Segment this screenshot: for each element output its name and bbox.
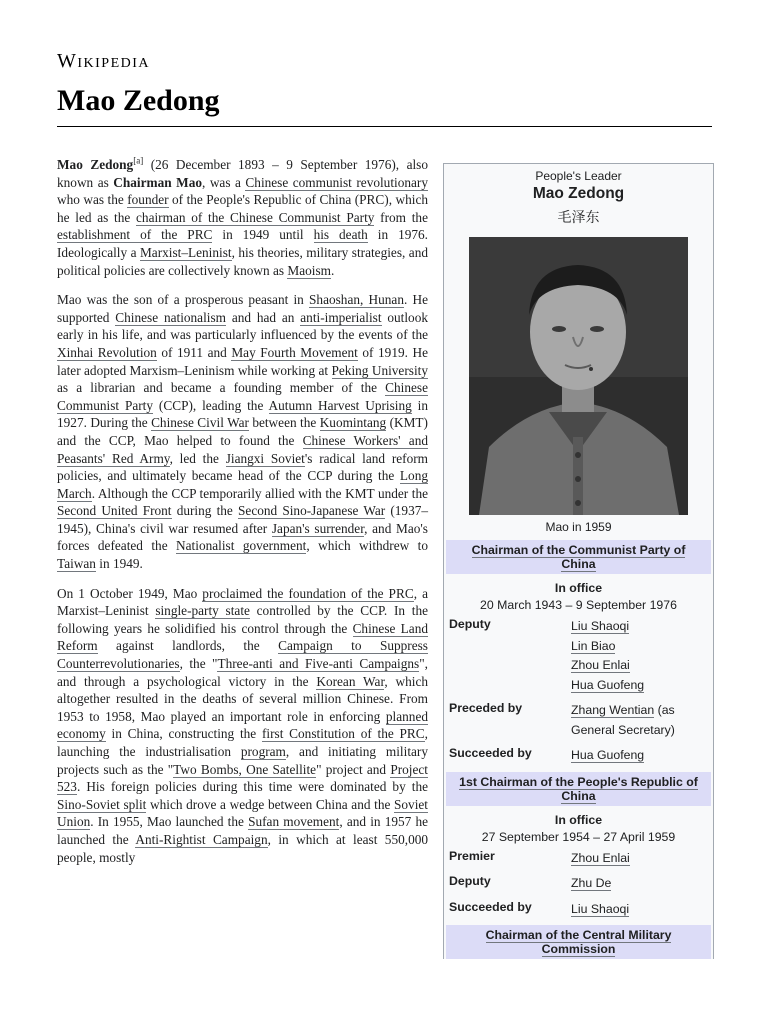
- article-text: , was a: [202, 174, 246, 190]
- article-link[interactable]: Korean War: [316, 673, 385, 689]
- succeeded-value: [571, 746, 713, 766]
- article-text: , and Mao's forces defeated the: [57, 520, 428, 554]
- article-link[interactable]: May Fourth Movement: [231, 344, 358, 360]
- article-text: .: [331, 262, 335, 278]
- article-link[interactable]: Second Sino-Japanese War: [238, 503, 386, 519]
- article-text: " project and: [316, 761, 391, 777]
- lead-paragraph-2: [57, 291, 428, 573]
- article-text: ", and through a psychological victory in the: [57, 656, 428, 689]
- article-link[interactable]: Chinese Communist Party: [57, 380, 428, 413]
- article-link[interactable]: Chinese nationalism: [115, 309, 226, 325]
- article-link[interactable]: Peking University: [331, 362, 428, 378]
- article-link[interactable]: Jiangxi Soviet: [225, 450, 305, 466]
- article-text: who was the: [57, 192, 128, 208]
- article-text: Mao was the son of a prosperous peasant in: [57, 292, 310, 308]
- article-link[interactable]: Chinese Workers' and Peasants' Red Army: [57, 432, 428, 466]
- office-header-party-chairman[interactable]: [446, 540, 711, 574]
- office-link[interactable]: Chairman of the Communist Party of China: [471, 543, 686, 571]
- article-text: which drove a wedge between China and the: [146, 796, 395, 812]
- article-text: , and in 1957 he launched the: [57, 814, 428, 847]
- wikipedia-logo[interactable]: Wikipedia: [57, 50, 151, 72]
- successor-link[interactable]: Liu Shaoqi: [571, 901, 630, 916]
- article-text: . Although the CCP temporarily allied with the KMT under the: [91, 485, 428, 501]
- article-text: , his theories, military strategies, and political policies are collectively known as: [57, 244, 428, 278]
- article-text: as a librarian and became a founding member of the: [57, 380, 386, 396]
- article-link[interactable]: program: [240, 744, 286, 759]
- predecessor-note: (as General Secretary): [571, 703, 675, 737]
- article-text: against landlords, the: [97, 638, 279, 654]
- in-office-label: In office: [554, 812, 603, 827]
- deputy-list: [571, 617, 713, 695]
- article-text: On 1 October 1949, Mao: [57, 585, 203, 601]
- article-link[interactable]: Anti-Rightist Campaign: [135, 831, 268, 847]
- article-link[interactable]: Taiwan: [57, 556, 96, 572]
- infobox-native-name: 毛泽东: [557, 209, 600, 225]
- succeeded-value: [571, 900, 713, 920]
- premier-value: [571, 849, 713, 869]
- office-link[interactable]: Chairman of the Central Military Commission: [485, 928, 672, 956]
- deputy-label: Deputy: [449, 617, 491, 631]
- article-text: in China, constructing the: [105, 726, 262, 742]
- deputy-link[interactable]: Zhou Enlai: [571, 658, 630, 672]
- infobox-name: Mao Zedong: [532, 185, 625, 202]
- article-link[interactable]: Project 523: [57, 761, 428, 795]
- premier-row: [444, 849, 713, 869]
- deputy-link[interactable]: Liu Shaoqi: [571, 619, 630, 633]
- article-text: , in which at least 550,000 people, mostly: [57, 831, 429, 865]
- article-link[interactable]: founder: [127, 192, 169, 208]
- succeeded-row: [444, 900, 713, 920]
- article-link[interactable]: Japan's surrender: [271, 520, 365, 536]
- predecessor-link[interactable]: Zhang Wentian: [571, 703, 655, 717]
- portrait-photo[interactable]: [469, 237, 688, 515]
- article-text: (CCP), leading the: [153, 397, 269, 413]
- article-link[interactable]: proclaimed the foundation of the PRC: [202, 585, 414, 601]
- infobox-role: People's Leader: [535, 169, 622, 183]
- article-link[interactable]: Chinese communist revolutionary: [245, 174, 428, 190]
- article-text: , which altogether resulted in the deaths of several million Chinese. From 1953 to 1958, Mao played an important role in enforcing: [57, 673, 428, 724]
- article-link[interactable]: single-party state: [155, 603, 250, 619]
- article-link[interactable]: Kuomintang: [319, 415, 387, 431]
- article-text: . In 1955, Mao launched the: [90, 814, 249, 830]
- article-link[interactable]: anti-imperialist: [300, 309, 382, 325]
- deputy-row: [444, 874, 713, 894]
- article-text: of 1911 and: [156, 344, 232, 360]
- article-link[interactable]: Soviet Union: [57, 796, 428, 830]
- article-link[interactable]: Xinhai Revolution: [57, 344, 157, 360]
- article-text: between the: [248, 415, 320, 431]
- deputy-link[interactable]: Lin Biao: [571, 638, 616, 653]
- article-link[interactable]: Long March: [57, 468, 428, 501]
- article-link[interactable]: Chinese Civil War: [151, 415, 249, 431]
- office-header-prc-chairman[interactable]: [446, 772, 711, 806]
- article-text: , and initiating military projects such as the ": [57, 744, 428, 777]
- deputy-label: Deputy: [449, 874, 491, 888]
- preceded-value: [571, 701, 713, 740]
- article-link[interactable]: his death: [313, 227, 368, 243]
- article-text: , which withdrew to: [306, 538, 429, 554]
- article-link[interactable]: Chinese Land Reform: [57, 620, 428, 654]
- article-text: , led the: [169, 450, 226, 466]
- infobox: [443, 163, 714, 959]
- page-title: Mao Zedong: [57, 84, 220, 117]
- article-text: . His foreign policies during this time were dominated by the: [76, 779, 428, 795]
- article-link[interactable]: Sufan movement: [248, 814, 340, 830]
- article-link[interactable]: chairman of the Chinese Communist Party: [136, 209, 375, 225]
- article-link[interactable]: Sino-Soviet split: [57, 796, 147, 812]
- article-body: [57, 156, 428, 878]
- deputy-value: [571, 874, 713, 894]
- footnote-ref[interactable]: [a]: [133, 155, 144, 166]
- article-text: , a Marxist–Leninist: [57, 585, 428, 619]
- preceded-label: Preceded by: [449, 701, 523, 715]
- article-link[interactable]: planned economy: [57, 708, 428, 742]
- office-link[interactable]: 1st Chairman of the People's Republic of China: [459, 774, 698, 803]
- article-link[interactable]: Maoism: [287, 262, 331, 278]
- deputy-row: [444, 617, 713, 695]
- article-link[interactable]: establishment of the PRC: [57, 227, 213, 243]
- article-link[interactable]: Nationalist government: [176, 538, 307, 554]
- article-text: controlled by the CCP. In the following years he solidified his control through the: [57, 603, 428, 636]
- term-dates: 27 September 1954 – 27 April 1959: [481, 829, 676, 844]
- deputy-link[interactable]: Hua Guofeng: [571, 677, 645, 692]
- article-text: 's radical land reform policies, and ultimately became head of the CCP during the: [57, 450, 428, 484]
- succeeded-row: [444, 746, 713, 766]
- premier-link[interactable]: Zhou Enlai: [571, 850, 630, 865]
- lead-paragraph-1: [57, 156, 428, 279]
- article-text: outlook early in his life, and was particularly influenced by the events of the: [57, 309, 428, 343]
- lead-paragraph-3: [57, 585, 428, 867]
- article-link[interactable]: Two Bombs, One Satellite: [173, 761, 317, 777]
- article-text: , the ": [179, 656, 218, 672]
- article-text: during the: [171, 503, 239, 519]
- premier-label: Premier: [449, 848, 495, 863]
- succeeded-label: Succeeded by: [449, 746, 532, 760]
- article-text: (1937–1945), China's civil war resumed after: [57, 503, 429, 536]
- successor-link[interactable]: Hua Guofeng: [571, 748, 645, 762]
- article-link[interactable]: Marxist–Leninist: [139, 244, 232, 260]
- deputy-link[interactable]: Zhu De: [571, 876, 612, 890]
- article-text: (26 December 1893 – 9 September 1976), also known as: [57, 157, 429, 190]
- article-text: of 1919. He later adopted Marxism–Leninism while working at: [57, 344, 428, 378]
- article-text: in 1976. Ideologically a: [57, 227, 428, 260]
- article-text: in 1949.: [95, 556, 143, 572]
- article-link[interactable]: Shaoshan, Hunan: [309, 292, 404, 308]
- article-text: of the People's Republic of China (PRC), which he led as the: [57, 192, 428, 225]
- article-text: in 1949 until: [212, 227, 314, 243]
- article-text: . He supported: [57, 292, 428, 325]
- title-divider: [57, 126, 712, 127]
- article-text: , launching the industrialisation: [57, 726, 428, 759]
- office-header-military-commission[interactable]: [446, 925, 711, 959]
- article-link[interactable]: Second United Front: [57, 503, 172, 519]
- in-office-label: In office: [554, 581, 603, 595]
- article-text: in 1927. During the: [57, 397, 428, 431]
- article-link[interactable]: Autumn Harvest Uprising: [268, 397, 412, 413]
- article-link[interactable]: Three-anti and Five-anti Campaigns: [217, 656, 420, 672]
- preceded-row: [444, 701, 713, 740]
- article-link[interactable]: Campaign to Suppress Counterrevolutionaries: [57, 638, 428, 672]
- article-text: (KMT) and the CCP, Mao helped to found the: [57, 415, 428, 448]
- photo-caption: Mao in 1959: [545, 520, 612, 534]
- article-link[interactable]: first Constitution of the PRC: [261, 726, 425, 742]
- article-text: from the: [374, 209, 428, 225]
- term-dates: 20 March 1943 – 9 September 1976: [480, 598, 677, 612]
- bold-text: Chairman Mao: [113, 174, 202, 190]
- article-text: and had an: [226, 309, 301, 325]
- succeeded-label: Succeeded by: [449, 899, 532, 914]
- bold-text: Mao Zedong: [57, 157, 134, 172]
